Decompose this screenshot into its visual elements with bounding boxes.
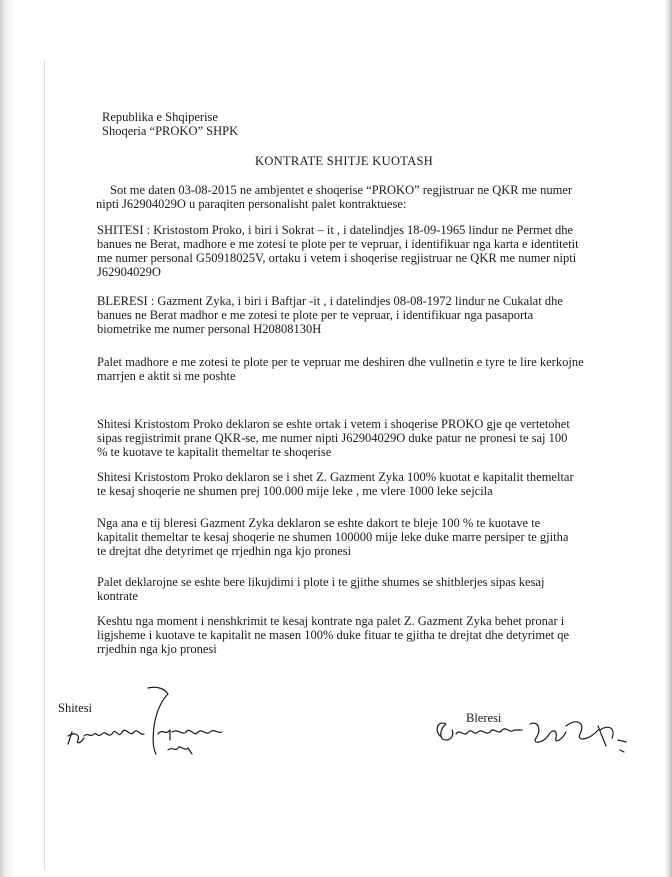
paragraph-line: banues ne Berat, madhore e me zotesi te plote per te vepruar, i identifikuar nga karta e identitetit — [97, 237, 579, 251]
seller-signature-label: Shitesi — [58, 701, 93, 715]
paragraph-line: Palet deklarojne se eshte bere likujdimi i plote i te gjithe shumes se shitblerjes sipas kesaj — [97, 575, 545, 589]
paragraph-line: Nga ana e tij bleresi Gazment Zyka deklaron se eshte dakort te bleje 100 % te kuotave te — [97, 516, 541, 530]
paragraph-line: marrjen e aktit si me poshte — [97, 369, 236, 383]
header-republic: Republika e Shqiperise — [102, 110, 218, 124]
paragraph-line: % te kuotave te kapitalit themeltar te shoqerise — [97, 445, 332, 459]
document-title: KONTRATE SHITJE KUOTASH — [255, 154, 434, 168]
seller-signature — [60, 680, 250, 770]
paragraph-line: nipti J62904029O u paraqiten personalisht palet kontraktuese: — [96, 197, 407, 211]
buyer-signature-label: Bleresi — [466, 711, 502, 725]
paragraph-line: ligjsheme i kuotave te kapitalit ne masen 100% duke fituar te gjitha te drejtat dhe detyrimet qe — [97, 628, 570, 642]
paragraph-line: te drejtat dhe detyrimet qe rrjedhin nga kjo pronesi — [97, 544, 352, 558]
paragraph-line: Sot me daten 03-08-2015 ne ambjentet e shoqerise “PROKO” regjistruar ne QKR me numer — [110, 183, 573, 197]
paragraph-line: te kesaj shoqerie ne shumen prej 100.000 mije leke , me vlere 1000 leke sejcila — [97, 484, 493, 498]
buyer-signature — [430, 700, 640, 770]
paragraph-line: kontrate — [97, 589, 138, 603]
paragraph-declaration-1 — [97, 417, 570, 459]
paragraph-intro — [96, 183, 573, 211]
paragraph-line: SHITESI : Kristostom Proko, i biri i Sokrat – it , i datelindjes 18-09-1965 lindur ne Permet dhe — [97, 223, 573, 237]
paragraph-line: J62904029O — [97, 265, 161, 279]
header-company: Shoqeria “PROKO” SHPK — [102, 124, 239, 138]
paragraph-declaration-3 — [97, 516, 568, 558]
paragraph-line: banues ne Berat madhor e me zotesi te plote per te vepruar, i identifikuar nga pasaporta — [97, 308, 534, 322]
paragraph-line: sipas regjistrimit prane QKR-se, me numer nipti J62904029O duke patur ne pronesi te saj 100 — [97, 431, 568, 445]
paragraph-buyer — [97, 294, 563, 336]
paragraph-line: Shitesi Kristostom Proko deklaron se i shet Z. Gazment Zyka 100% kuotat e kapitalit themeltar — [97, 470, 574, 484]
paragraph-line: Keshtu nga moment i nenshkrimit te kesaj kontrate nga palet Z. Gazment Zyka behet pronar i — [97, 614, 565, 628]
paragraph-line: Palet madhore e me zotesi te plote per te vepruar me deshiren dhe vullnetin e tyre te lire kerkojne — [97, 355, 584, 369]
paragraph-line: Shitesi Kristostom Proko deklaron se eshte ortak i vetem i shoqerise PROKO gje qe vertetohet — [97, 417, 570, 431]
paragraph-ownership — [97, 614, 569, 656]
paragraph-line: rrjedhin nga kjo pronesi — [97, 642, 217, 656]
paragraph-line: BLERESI : Gazment Zyka, i biri i Baftjar -it , i datelindjes 08-08-1972 lindur ne Cukalat dhe — [97, 294, 563, 308]
paragraph-settlement — [97, 575, 544, 603]
paragraph-line: kapitalit themeltar te kesaj shoqerie ne shumen 100000 mije leke duke marre persiper te gjitha — [97, 530, 569, 544]
paragraph-seller — [97, 223, 579, 279]
scan-fold-line — [44, 60, 45, 870]
paragraph-line: me numer personal G50918025V, ortaku i vetem i shoqerise regjistruar ne QKR me numer nipti — [97, 251, 577, 265]
paragraph-parties — [97, 355, 584, 383]
paragraph-line: biometrike me numer personal H20808130H — [97, 322, 322, 336]
paragraph-declaration-2 — [97, 470, 574, 498]
scan-page-edge-right — [664, 0, 672, 877]
scan-page-edge-left — [0, 0, 46, 877]
